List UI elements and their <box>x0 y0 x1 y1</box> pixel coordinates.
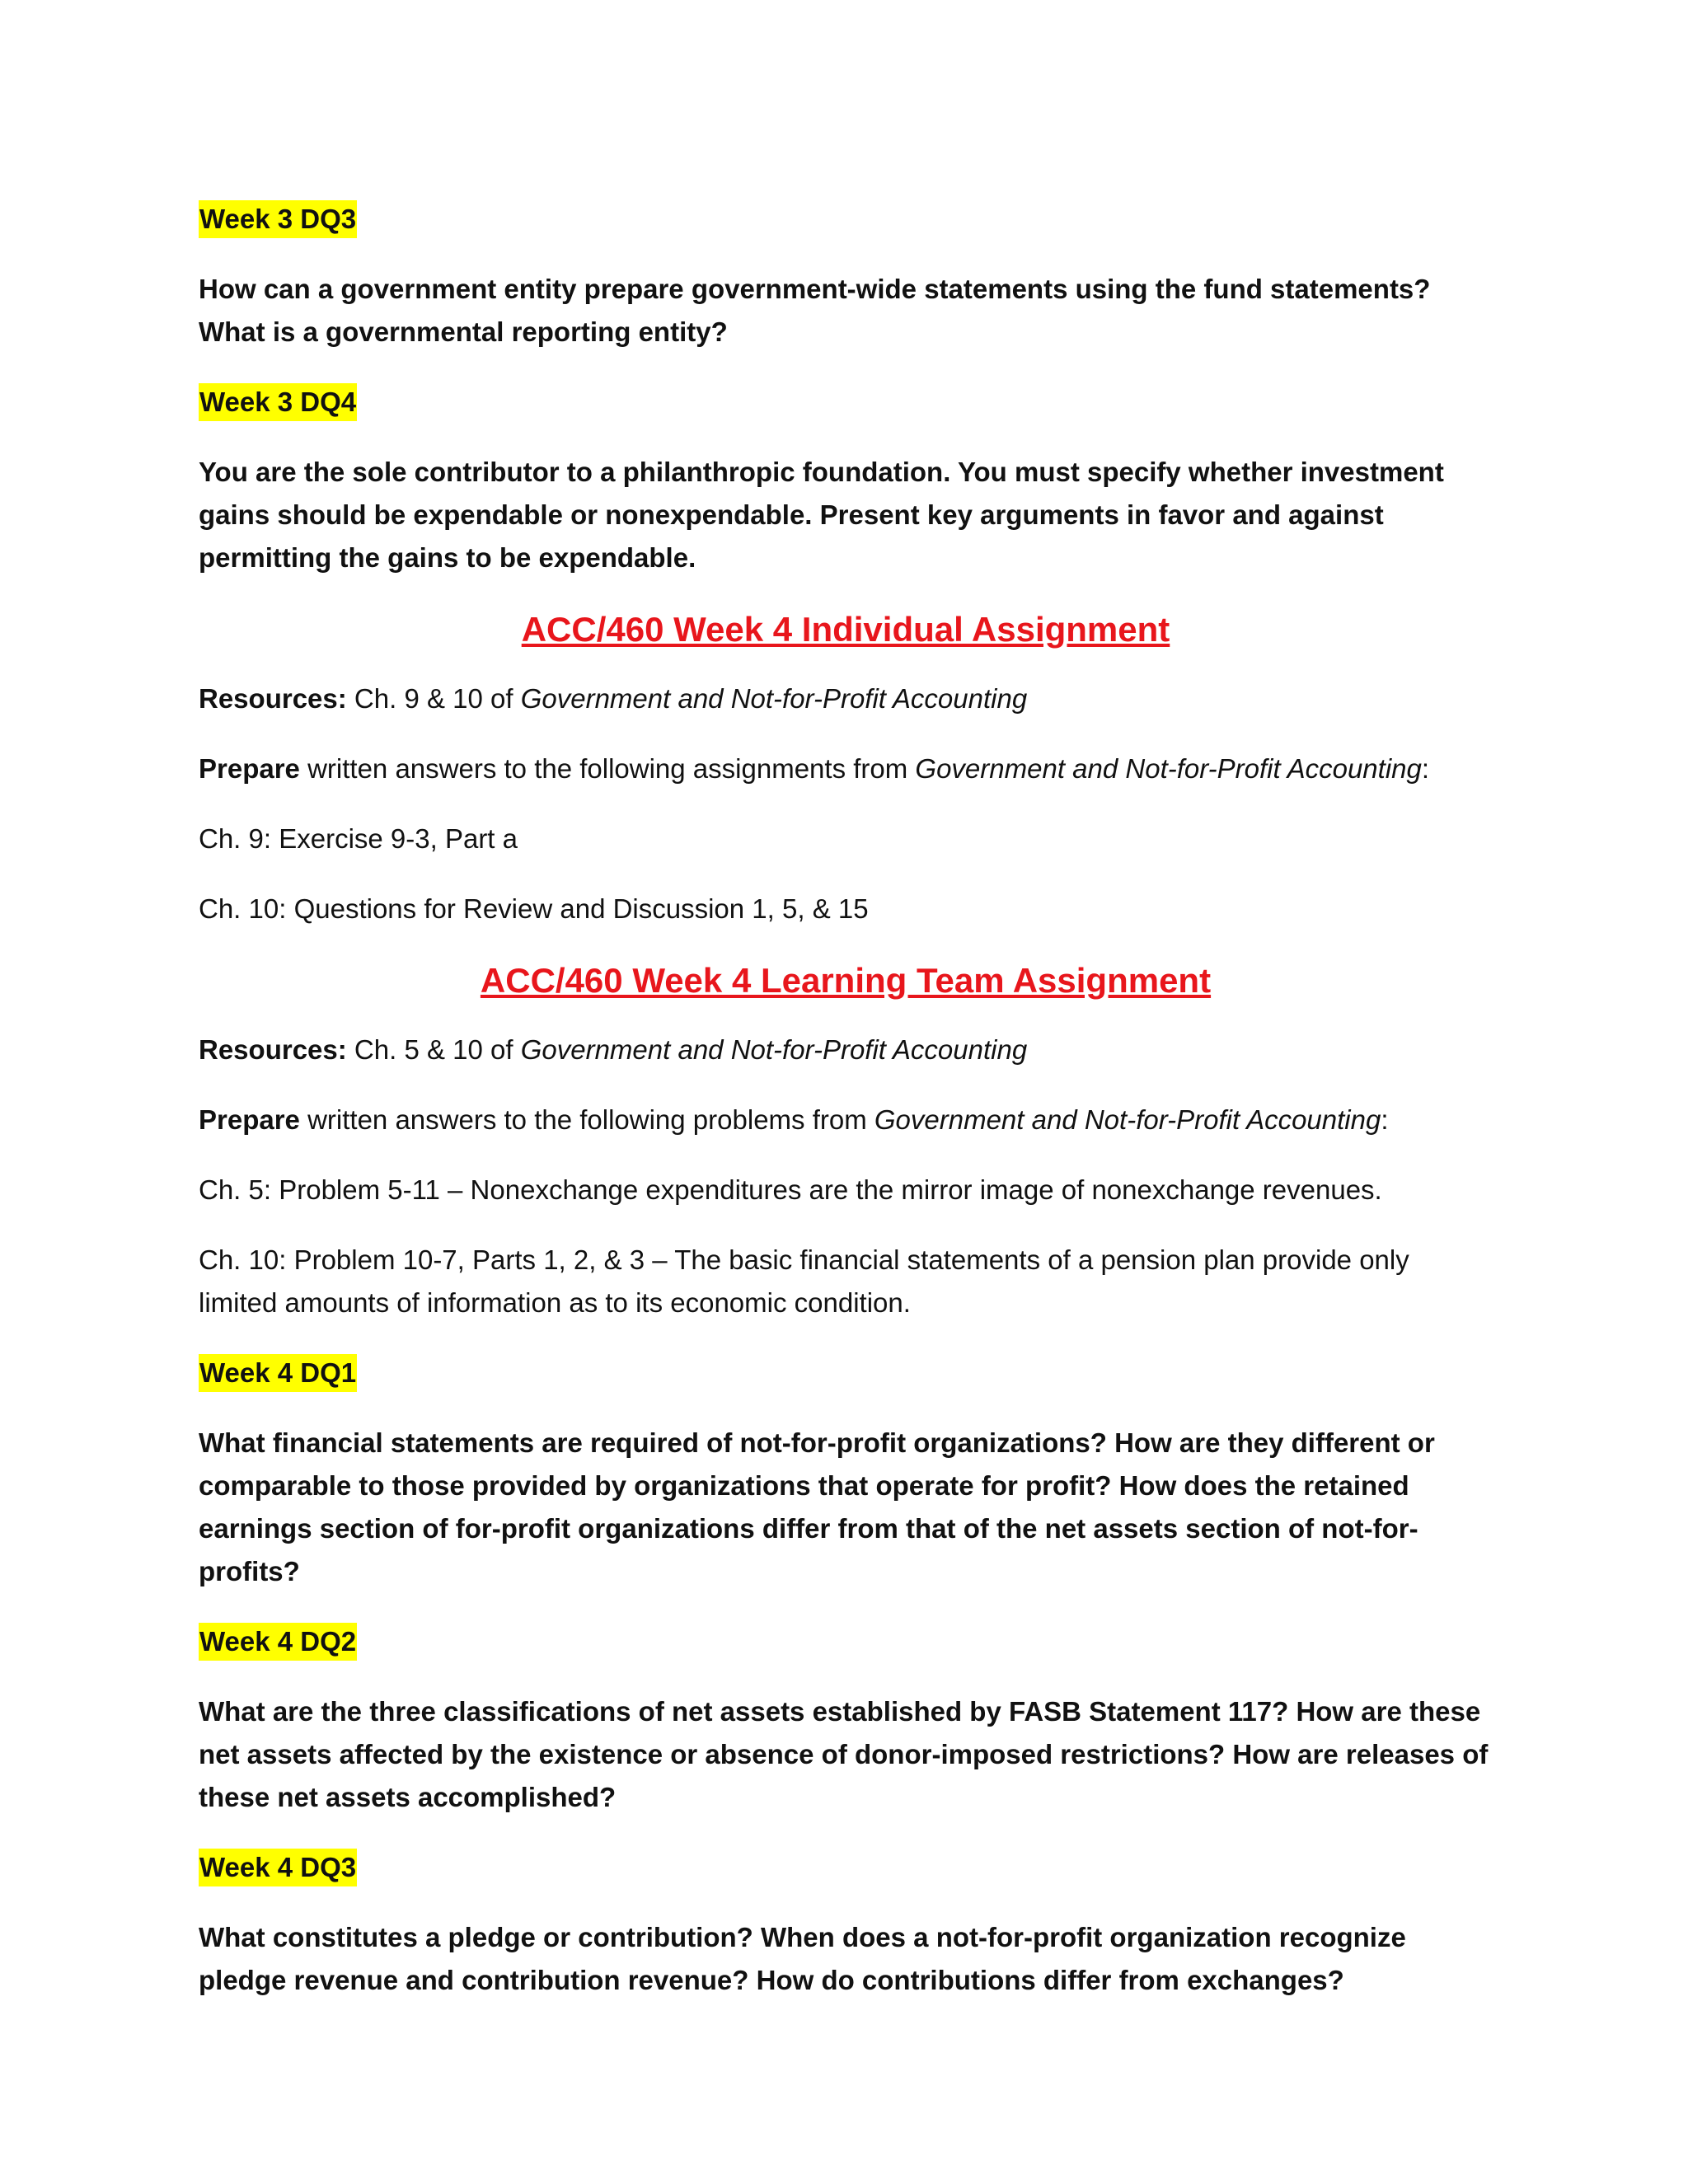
resources-text: Ch. 5 & 10 of <box>346 1034 521 1065</box>
prepare-label: Prepare <box>199 1104 300 1135</box>
resources-label: Resources: <box>199 683 347 714</box>
team-prepare <box>199 1099 1493 1141</box>
individual-assignment-title[interactable]: ACC/460 Week 4 Individual Assignment <box>521 610 1170 649</box>
week3-dq4-question: You are the sole contributor to a philanthropic foundation. You must specify whether investment gains should be expendable or nonexpendable. Present key arguments in favor and against permitting the gains to be expendable. <box>199 457 1444 573</box>
individual-resources <box>199 677 1493 720</box>
week4-dq3-label: Week 4 DQ3 <box>199 1849 357 1886</box>
week3-dq3-question: How can a government entity prepare government-wide statements using the fund statements? What is a governmental reporting entity? <box>199 274 1431 347</box>
week4-dq2-heading <box>199 1620 1493 1663</box>
week4-dq1-question: What financial statements are required of not-for-profit organizations? How are they different or comparable to those provided by organizations that operate for profit? How does the retained earnings section of for-profit organizations differ from that of the net assets section of not-for-profits? <box>199 1427 1435 1586</box>
week3-dq4-heading <box>199 381 1493 424</box>
team-assignment-title[interactable]: ACC/460 Week 4 Learning Team Assignment <box>480 961 1212 1000</box>
week4-dq2-question: What are the three classifications of net assets established by FASB Statement 117? How are these net assets affected by the existence or absence of donor-imposed restrictions? How are releases of these net assets accomplished? <box>199 1696 1489 1812</box>
individual-prepare <box>199 748 1493 790</box>
resources-book: Government and Not-for-Profit Accounting <box>520 683 1028 714</box>
prepare-text: written answers to the following problems from <box>299 1104 874 1135</box>
prepare-label: Prepare <box>199 753 300 784</box>
prepare-book: Government and Not-for-Profit Accounting <box>874 1104 1381 1135</box>
document-page <box>199 198 1493 2029</box>
week4-dq1-label: Week 4 DQ1 <box>199 1354 357 1392</box>
week4-dq3-heading <box>199 1846 1493 1889</box>
team-item-1: Ch. 5: Problem 5-11 – Nonexchange expenditures are the mirror image of nonexchange revenues. <box>199 1174 1382 1205</box>
resources-book: Government and Not-for-Profit Accounting <box>520 1034 1028 1065</box>
week3-dq4-label: Week 3 DQ4 <box>199 383 357 421</box>
week3-dq3-label: Week 3 DQ3 <box>199 200 357 238</box>
prepare-end: : <box>1421 753 1430 784</box>
week4-dq3-question: What constitutes a pledge or contribution? When does a not-for-profit organization recognize pledge revenue and contribution revenue? How do contributions differ from exchanges? <box>199 1922 1406 1995</box>
prepare-text: written answers to the following assignments from <box>299 753 916 784</box>
resources-text: Ch. 9 & 10 of <box>346 683 521 714</box>
prepare-book: Government and Not-for-Profit Accounting <box>915 753 1422 784</box>
team-resources <box>199 1029 1493 1071</box>
week3-dq3-heading <box>199 198 1493 241</box>
resources-label: Resources: <box>199 1034 347 1065</box>
week4-dq1-heading <box>199 1352 1493 1394</box>
individual-item-1: Ch. 9: Exercise 9-3, Part a <box>199 823 518 854</box>
team-item-2: Ch. 10: Problem 10-7, Parts 1, 2, & 3 – The basic financial statements of a pension plan provide only limited amounts of information as to its economic condition. <box>199 1244 1409 1318</box>
prepare-end: : <box>1381 1104 1389 1135</box>
week4-dq2-label: Week 4 DQ2 <box>199 1623 357 1661</box>
individual-item-2: Ch. 10: Questions for Review and Discussion 1, 5, & 15 <box>199 893 869 924</box>
